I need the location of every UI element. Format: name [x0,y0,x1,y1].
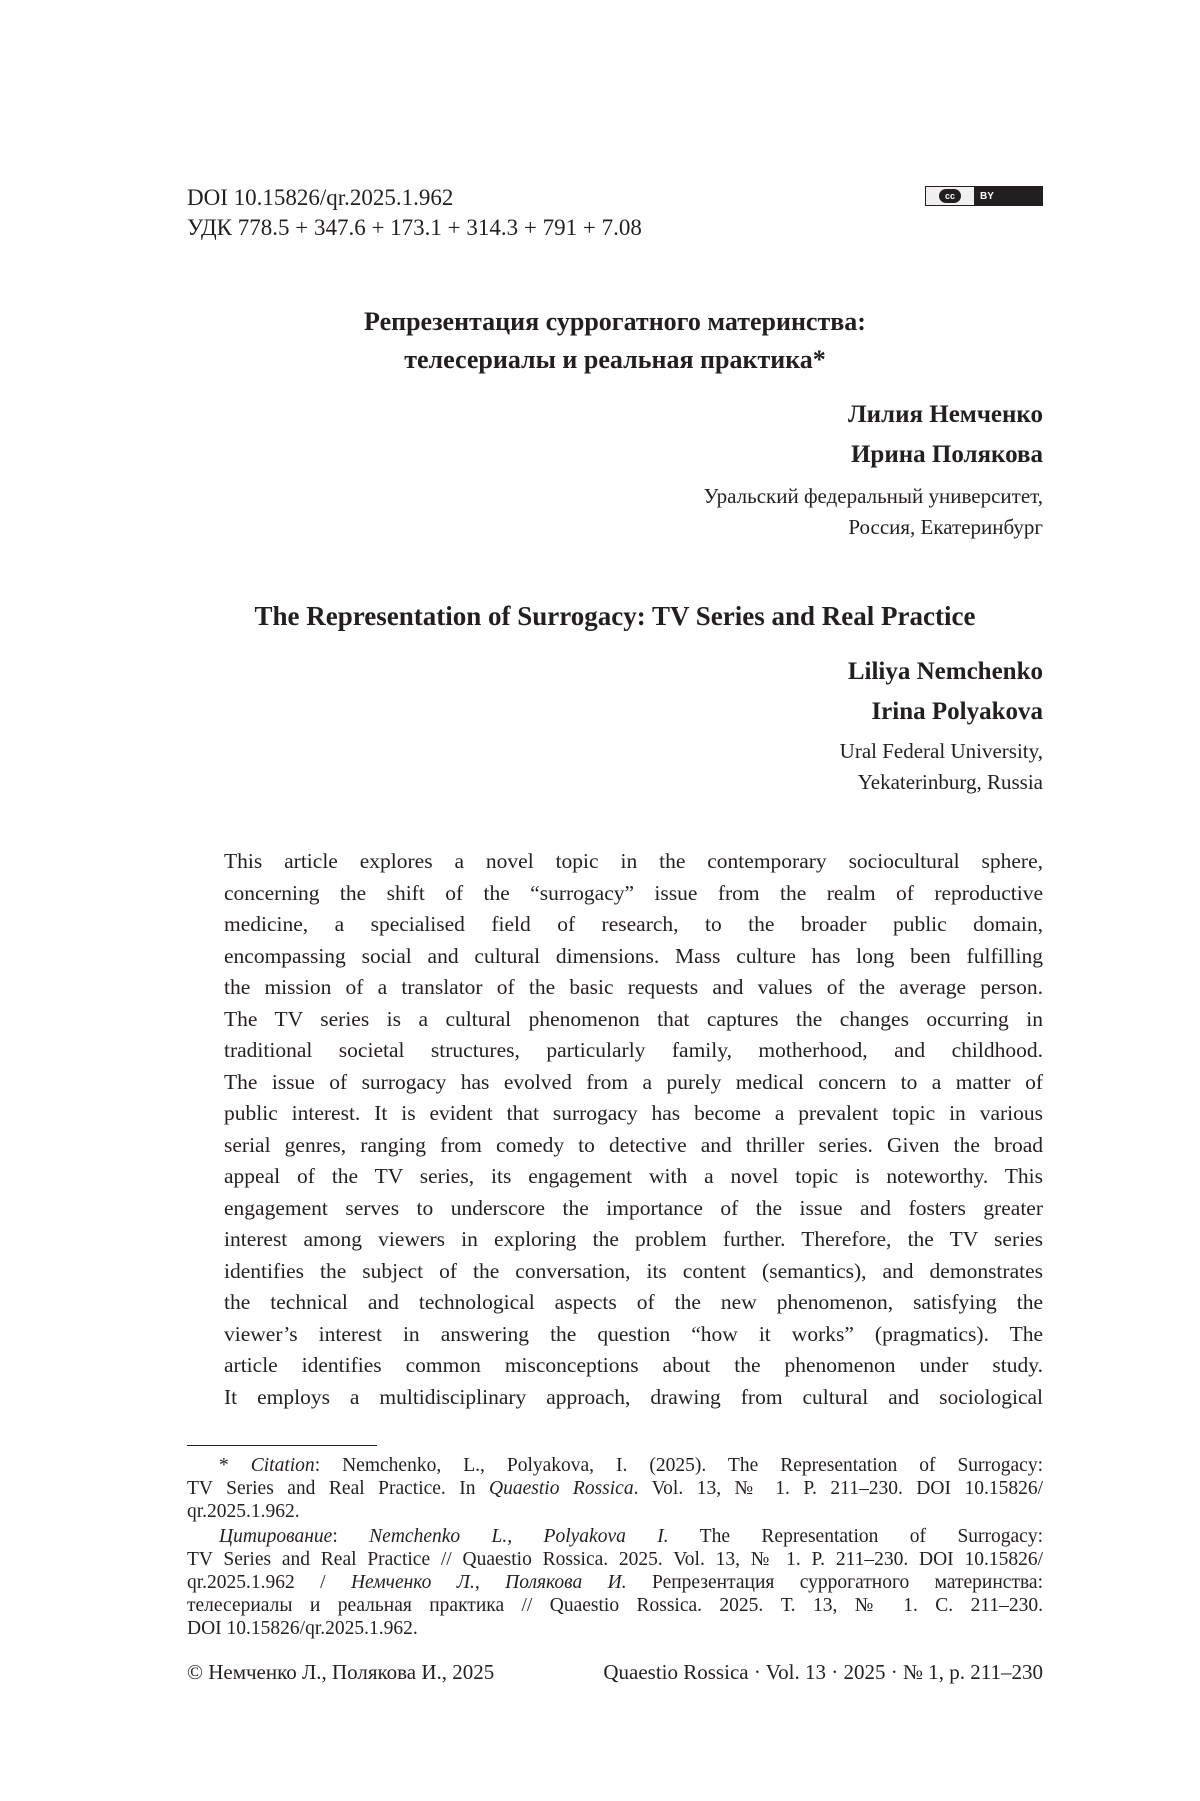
abstract-line: medicine, a specialised field of research, to the broader public domain, [224,912,1043,936]
english-affiliation-line-2: Yekaterinburg, Russia [857,770,1043,794]
citation-authors: Nemchenko L., Polyakova I. [369,1526,669,1547]
english-author-1: Liliya Nemchenko [847,658,1043,685]
english-author-2: Irina Polyakova [871,698,1043,725]
russian-author-2: Ирина Полякова [850,441,1043,468]
abstract-line: the technical and technological aspects of the new phenomenon, satisfying the [224,1290,1043,1314]
russian-title-line-1: Репрезентация суррогатного материнства: [364,307,866,336]
abstract-line: public interest. It is evident that surrogacy has become a prevalent topic in various [224,1101,1043,1125]
english-title: The Representation of Surrogacy: TV Series and Real Practice [254,601,976,631]
footnote-marker: * [219,1455,251,1476]
citation-label: Citation [250,1455,315,1476]
footnote-line [187,1454,1043,1477]
russian-affiliation-line-2: Россия, Екатеринбург [848,515,1043,539]
abstract-line: traditional societal structures, particularly family, motherhood, and childhood. [224,1038,1043,1062]
russian-affiliation [704,481,1043,543]
page-footer [187,1658,1043,1686]
abstract-line: The issue of surrogacy has evolved from a purely medical concern to a matter of [224,1069,1043,1094]
doi-line[interactable]: DOI 10.15826/qr.2025.1.962 [187,185,454,210]
journal-name: Quaestio Rossica [489,1478,634,1499]
cc-circle-label: cc [939,189,961,203]
footnote-line [187,1571,1043,1594]
citation-text: . Vol. 13, № 1. P. 211–230. DOI 10.15826/ [633,1478,1043,1499]
russian-title [187,303,1043,379]
abstract-line: The TV series is a cultural phenomenon that captures the changes occurring in [224,1006,1043,1031]
citation-separator: : [332,1526,370,1547]
english-affiliation-line-1: Ural Federal University, [839,739,1043,763]
abstract-line: engagement serves to underscore the importance of the issue and fosters greater [224,1195,1043,1220]
russian-title-line-2: телесериалы и реальная практика* [404,345,826,374]
russian-authors [848,395,1043,475]
footnote-line [187,1525,1043,1548]
citation-footnote [187,1454,1043,1640]
russian-affiliation-line-1: Уральский федеральный университет, [703,484,1043,508]
abstract-line: the mission of a translator of the basic requests and values of the average person. [224,975,1043,999]
abstract-line: It employs a multidisciplinary approach, drawing from cultural and sociological [224,1384,1043,1409]
cc-logo [926,187,974,205]
abstract-line: serial genres, ranging from comedy to detective and thriller series. Given the broad [224,1132,1043,1157]
footnote-line: TV Series and Real Practice // Quaestio Rossica. 2025. Vol. 13, № 1. P. 211–230. DOI 10.15826/ [187,1549,1043,1570]
copyright-notice: © Немченко Л., Полякова И., 2025 [187,1660,495,1684]
citation-text: Репрезентация суррогатного материнства: [626,1572,1043,1593]
cc-by-label: BY [980,190,994,202]
russian-author-1: Лилия Немченко [848,401,1043,428]
footnote-line: qr.2025.1.962. [187,1501,300,1522]
abstract-line: interest among viewers in exploring the problem further. Therefore, the TV series [224,1227,1043,1251]
footnote-line: DOI 10.15826/qr.2025.1.962. [187,1618,418,1639]
creative-commons-by-icon[interactable] [925,186,1043,206]
citation-authors-ru: Немченко Л., Полякова И. [350,1572,627,1593]
abstract [224,846,1043,1413]
english-affiliation [840,736,1043,798]
citation-text: : Nemchenko, L., Polyakova, I. (2025). The Representation of Surrogacy: [314,1455,1044,1476]
citation-text: qr.2025.1.962 / [187,1572,351,1593]
abstract-line: encompassing social and cultural dimensions. Mass culture has long been fulfilling [224,943,1043,968]
journal-info: Quaestio Rossica · Vol. 13 · 2025 · № 1, p. 211–230 [603,1660,1043,1684]
citation-text: The Representation of Surrogacy: [668,1526,1044,1547]
udc-line: УДК 778.5 + 347.6 + 173.1 + 314.3 + 791 + 7.08 [187,215,642,240]
abstract-line: viewer’s interest in answering the question “how it works” (pragmatics). The [224,1321,1043,1346]
citation-label-ru: Цитирование [219,1526,333,1547]
article-identifiers [187,183,642,243]
abstract-line: This article explores a novel topic in the contemporary sociocultural sphere, [224,849,1043,873]
abstract-line: identifies the subject of the conversation, its content (semantics), and demonstrates [224,1258,1043,1283]
citation-text: TV Series and Real Practice. In [187,1478,490,1499]
abstract-line: article identifies common misconceptions about the phenomenon under study. [224,1353,1043,1377]
abstract-line: concerning the shift of the “surrogacy” issue from the realm of reproductive [224,880,1043,905]
english-authors [848,652,1043,732]
footnote-line [187,1477,1043,1500]
footnote-divider [187,1445,377,1446]
abstract-line: appeal of the TV series, its engagement with a novel topic is noteworthy. This [224,1164,1043,1188]
footnote-line: телесериалы и реальная практика // Quaestio Rossica. 2025. Т. 13, № 1. С. 211–230. [187,1595,1043,1616]
